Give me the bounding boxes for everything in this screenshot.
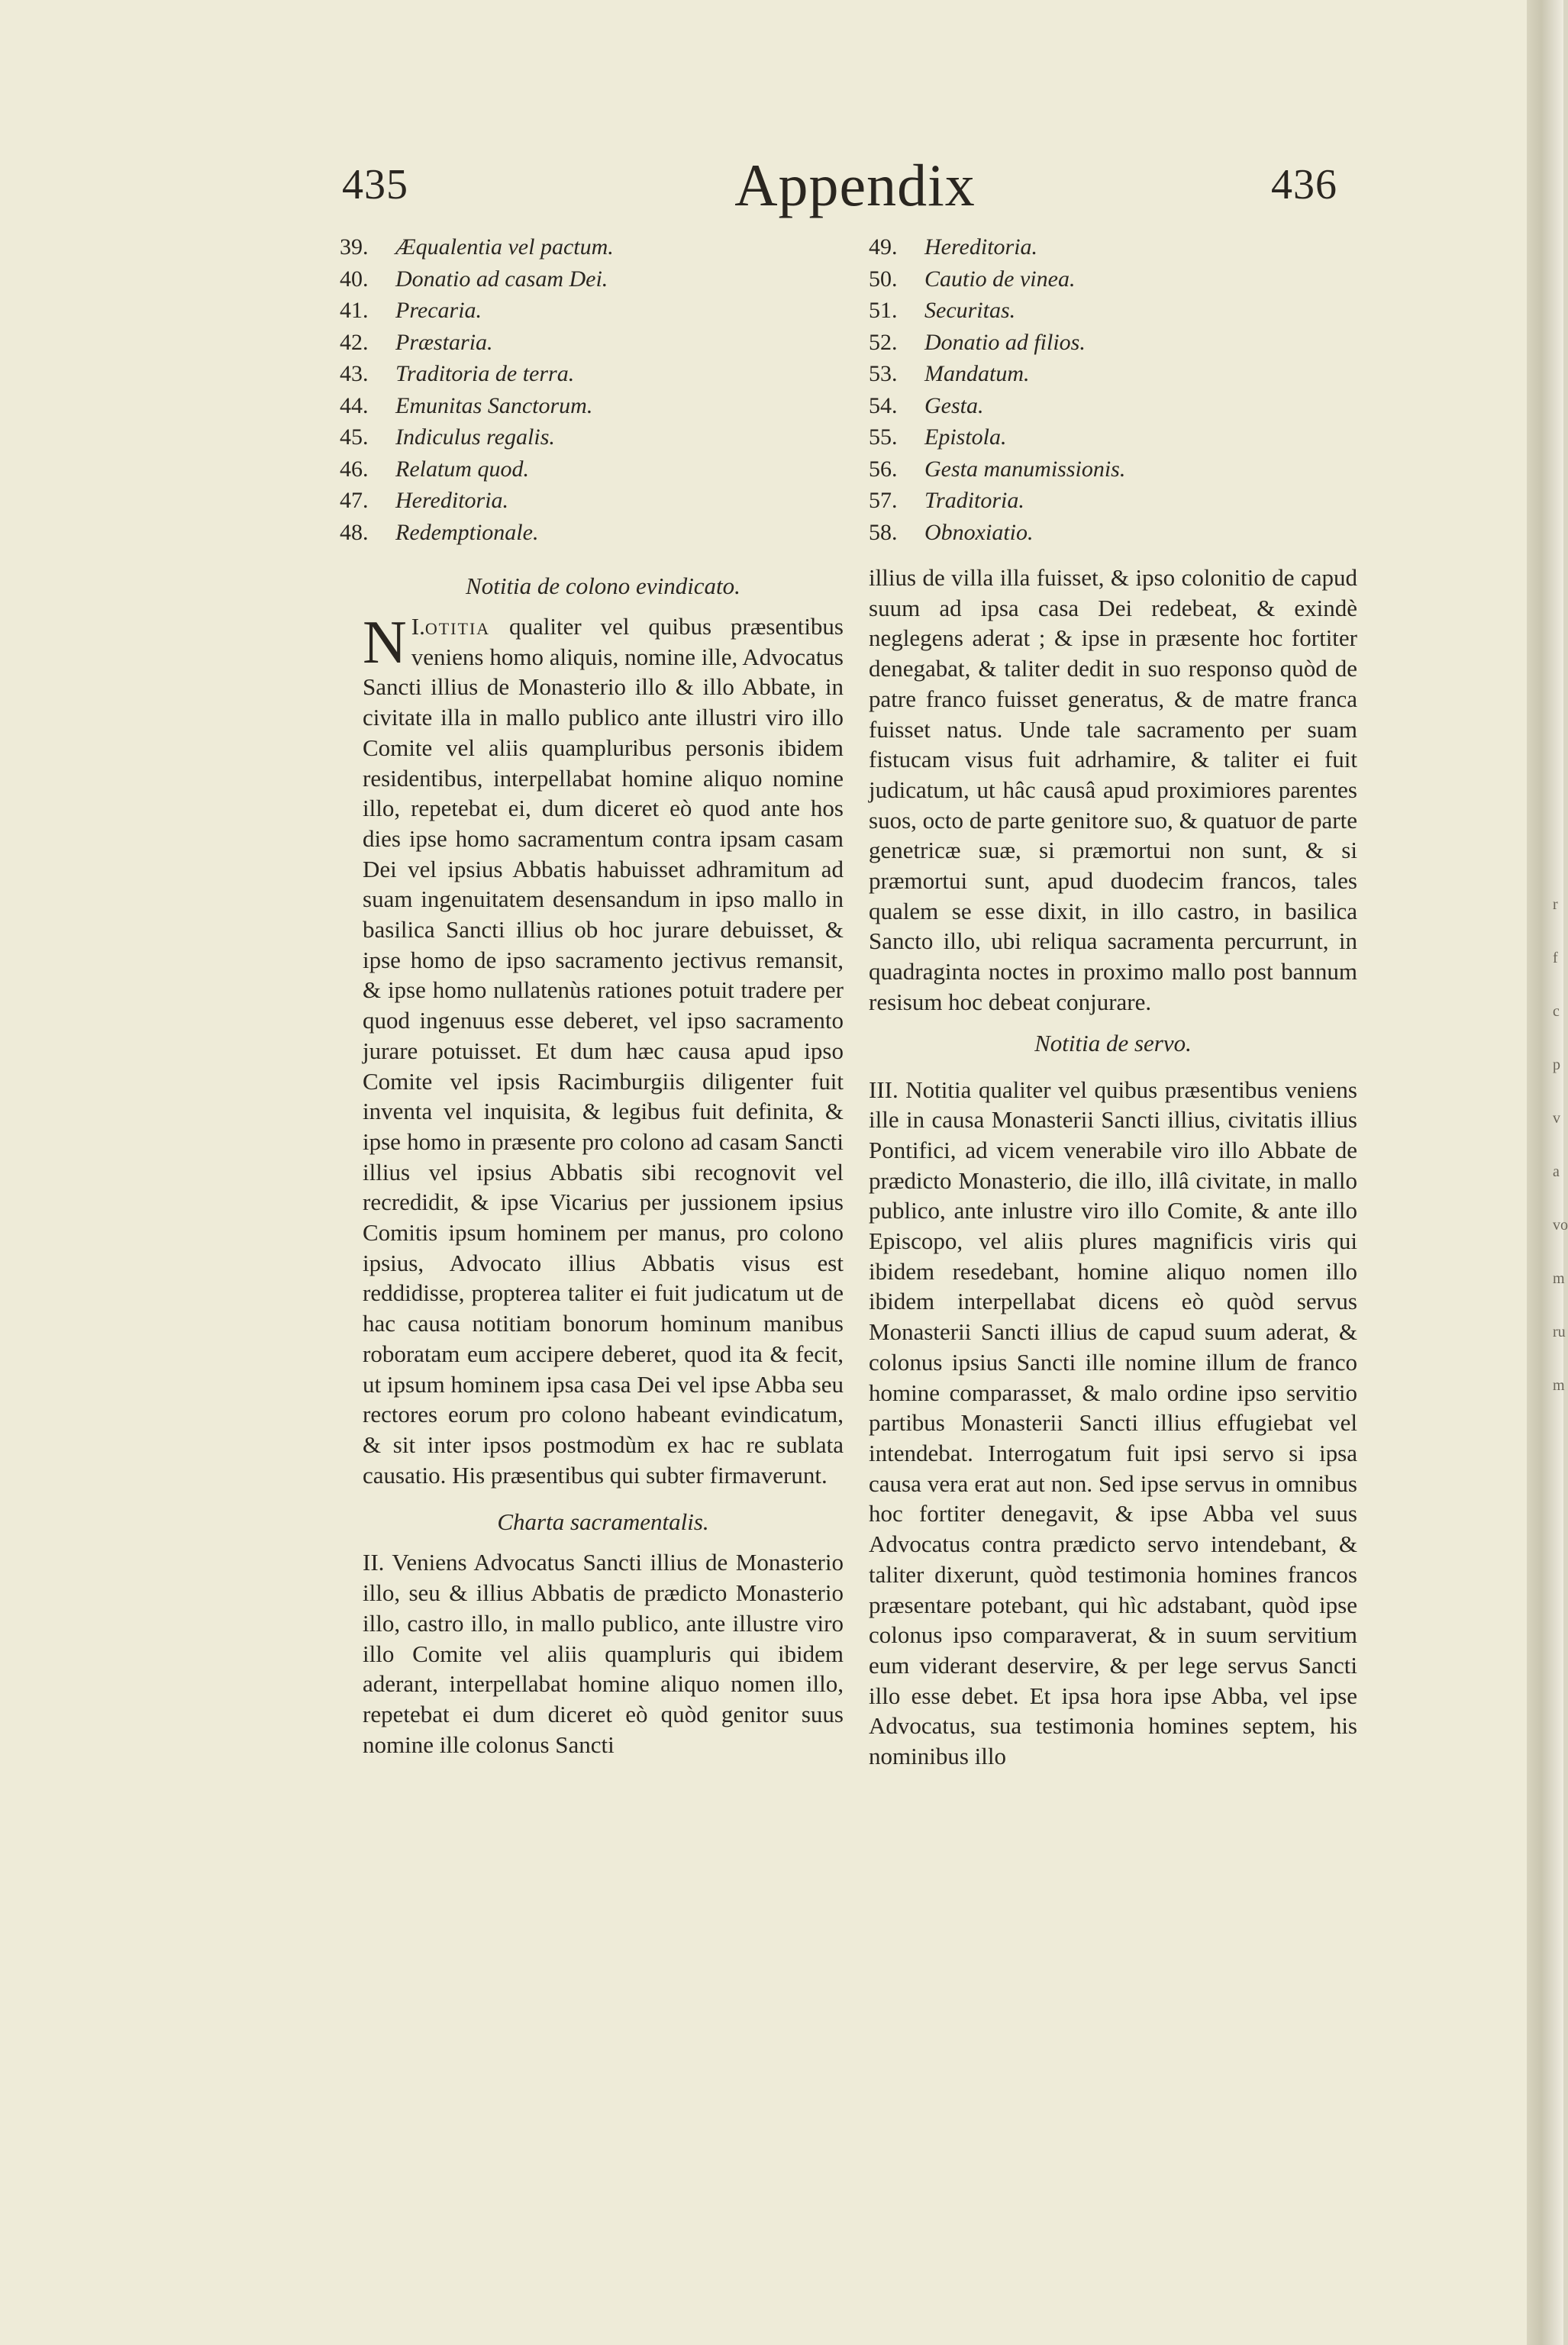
paragraph-3 <box>869 1075 1357 1772</box>
fragment: ru <box>1553 1324 1566 1340</box>
paragraph-number: III. <box>869 1076 899 1103</box>
fragment: a <box>1553 1163 1560 1180</box>
fragment: r <box>1553 896 1558 913</box>
fragment: v <box>1553 1110 1560 1127</box>
paragraph-number: I. <box>411 613 425 640</box>
list-item: 39. Æqualentia vel pactum. <box>340 234 614 260</box>
index-list-right <box>869 231 1125 548</box>
fragment: m <box>1553 1377 1565 1394</box>
fragment: m <box>1553 1270 1565 1287</box>
list-item: 52. Donatio ad filios. <box>869 329 1086 355</box>
opening-smallcaps: otitia <box>424 613 491 640</box>
list-item: 44. Emunitas Sanctorum. <box>340 392 593 418</box>
running-head: Appendix <box>734 152 976 218</box>
paragraph-number: II. <box>363 1549 385 1576</box>
list-item: 58. Obnoxiatio. <box>869 519 1034 545</box>
list-item: 41. Precaria. <box>340 298 482 323</box>
list-item: 50. Cautio de vinea. <box>869 266 1076 292</box>
list-item: 47. Hereditoria. <box>340 488 509 513</box>
text-column-left <box>363 571 844 1760</box>
list-item: 54. Gesta. <box>869 392 984 418</box>
list-item: 45. Indiculus regalis. <box>340 424 555 450</box>
fragment: c <box>1553 1003 1560 1020</box>
paragraph-2 <box>363 1547 844 1760</box>
section-heading: Notitia de colono evindicato. <box>466 573 740 599</box>
folio-left: 435 <box>342 161 408 208</box>
fragment: vo <box>1553 1217 1568 1234</box>
text-column-right <box>869 563 1357 1772</box>
list-item: 43. Traditoria de terra. <box>340 361 575 386</box>
paragraph-text: Notitia qualiter vel quibus præsentibus veniens ille in causa Monasterii Sancti illius, civitatis illius Pontifici, ad vicem venerabile viro illo Abbate de prædicto Monasterio, die illo, illâ civitate, in mallo publico, ante inlustre viro illo Comite, & ante illo Episcopo, vel aliis plures magnificis viris qui ibidem resedebant, homine aliquo nomen illo ibidem interpellabat dicens eò quòd servus Monasterii Sancti illius de capud suum aderat, & colonus ipsius Sancti ille nomine illum de franco homine comparasset, & malo ordine ipso servitio partibus Monasterii Sancti illius effugiebat vel intendebat. Interrogatum fuit ipsi servo si ipsa causa vera erat aut non. Sed ipse servus in omnibus hoc fortiter denegavit, & ipse Abba vel suus Advocatus contra prædicto servo intendebant, & taliter dixerunt, quòd testimonia homines francos præsentare potebant, qui hìc adstabant, quòd ipse colonus ipso comparaverat, & in suum servitium eum viderant deservire, & per lege servus Sancti illo esse debet. Et ipsa hora ipse Abba, vel ipse Advocatus, sua testimonia homines septem, his nominibus illo <box>869 1076 1357 1770</box>
fragment: p <box>1553 1056 1560 1073</box>
section-heading: Notitia de servo. <box>1034 1029 1192 1056</box>
index-list-left <box>340 231 614 548</box>
list-item: 55. Epistola. <box>869 424 1007 450</box>
paragraph-2-continued: illius de villa illa fuisset, & ipso colonitio de capud suum ad ipsa casa Dei redebeat, & exindè neglegens aderat ; & ipse in præsente hoc fortiter denegabat, & taliter dedit in suo responso quòd de patre franco fuisset generatus, & de matre franca fuisset natus. Unde tale sacramento per suam fistucam visus fuit adrhamire, & taliter ei fuit judicatum, ut hâc causâ apud proximiores parentes suos, octo de parte genitore suo, & quatuor de parte genetricæ suæ, si præmortui non sunt, & si præmortui sunt, apud duodecim francos, tales qualem se esse dixit, in illo castro, in basilica Sancto illo, ubi reliqua sacramenta percurrunt, in quadraginta noctes in proximo mallo post bannum resisum hoc debeat conjurare. <box>869 564 1357 1015</box>
paragraph-text: Veniens Advocatus Sancti illius de Monasterio illo, seu & illius Abbatis de prædicto Monasterio illo, castro illo, in mallo publico, ante illustre viro illo Comite vel aliis quampluris qui ibidem aderant, interpellabat homine aliquo nomen illo, repetebat ei dum diceret eò quòd genitor suus nomine ille colonus Sancti <box>363 1549 844 1758</box>
folio-right: 436 <box>1271 161 1337 208</box>
list-item: 49. Hereditoria. <box>869 234 1038 260</box>
drop-cap: N <box>363 609 407 676</box>
list-item: 48. Redemptionale. <box>340 519 539 545</box>
paragraph-1 <box>363 611 844 1490</box>
list-item: 56. Gesta manumissionis. <box>869 456 1126 482</box>
fragment: f <box>1553 950 1558 966</box>
paragraph-text: qualiter vel quibus præsentibus veniens homo aliquis, nomine ille, Advocatus Sancti illius de Monasterio illo & illo Abbate, in civitate illa in mallo publico ante illustri viro illo Comite vel aliis quampluribus personis ibidem residentibus, interpellabat homine aliquo nomine illo, repetebat ei, dum diceret eò quod ante hos dies ipse homo sacramentum contra ipsam casam Dei vel ipsius Abbatis habuisset adhramitum ad suam ingenuitatem desensandum in ipso mallo in basilica Sancti illius ob hoc jurare debuisset, & ipse homo de ipso sacramento jectivus remansit, & ipse homo nullatenùs rationes potuit tradere per quod ingenuus esse deberet, vel ipso sacramento jurare potuisset. Et dum hæc causa apud ipso Comite vel ipsis Racimburgiis diligenter fuit inventa vel inquisita, & legibus fuit definita, & ipse homo in præsente pro colono ad casam Sancti illius vel ipsius Abbatis sibi recognovit vel recredidit, & ipse Vicarius per jussionem ipsius Comitis ipsum hominem per manus, pro colono ipsius, Advocato illius Abbatis visus est reddidisse, propterea taliter ei fuit judicatum ut de hac causa notitiam bonorum hominum manibus roboratam eum accipere deberet, quod ita & fecit, ut ipsum hominem ipsa casa Dei vel ipse Abba seu rectores eorum pro colono habeant evindicatum, & sit inter ipsos postmodùm ex hac re sublata causatio. His præsentibus qui subter firmaverunt. <box>363 613 844 1489</box>
list-item: 40. Donatio ad casam Dei. <box>340 266 608 292</box>
list-item: 51. Securitas. <box>869 298 1016 323</box>
list-item: 42. Præstaria. <box>340 329 493 355</box>
section-heading: Charta sacramentalis. <box>497 1508 709 1536</box>
list-item: 46. Relatum quod. <box>340 456 529 482</box>
next-page-text-fragments <box>1553 878 1568 1412</box>
list-item: 53. Mandatum. <box>869 361 1030 386</box>
list-item: 57. Traditoria. <box>869 488 1024 513</box>
